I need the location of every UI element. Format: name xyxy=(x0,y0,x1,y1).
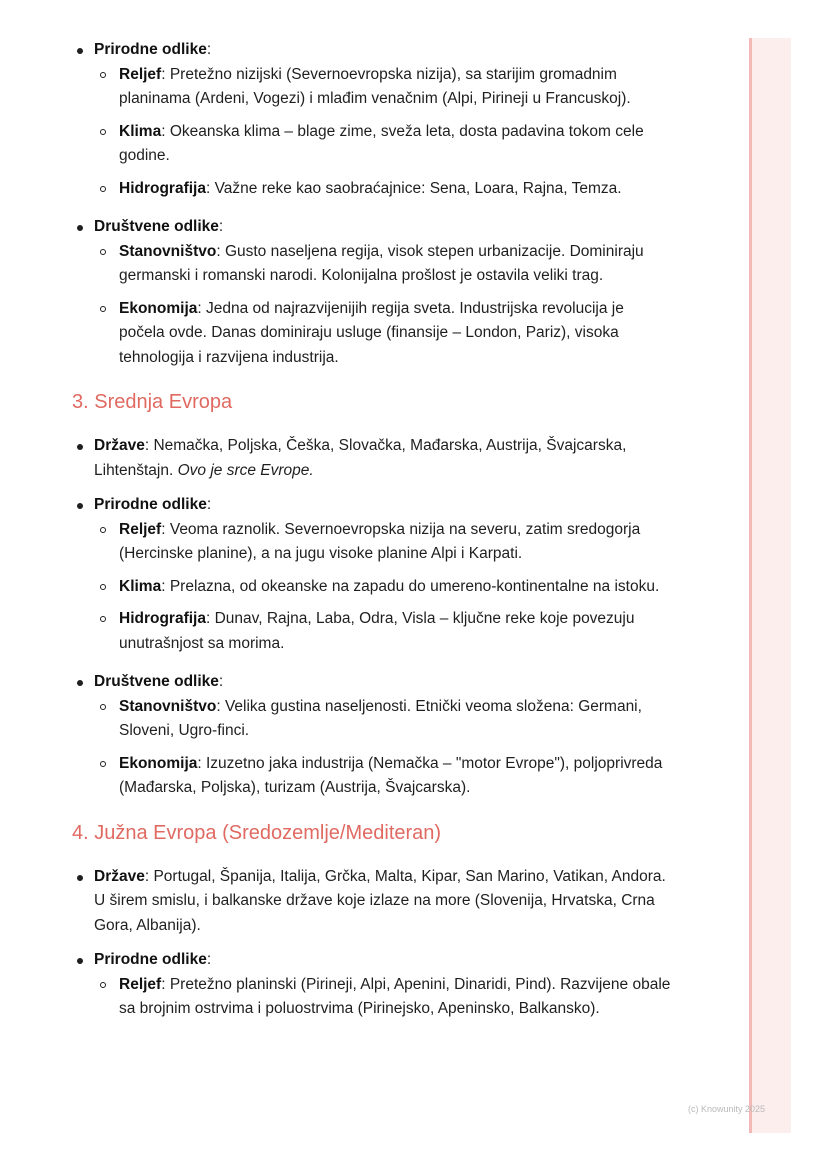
relief-item: Reljef: Pretežno nizijski (Severnoevropska nizija), sa starijim gromadnim planinama (Ardeni, Vogezi) i mlađim venačnim (Alpi, Pirineji u Francuskoj). xyxy=(94,63,672,112)
climate-item: Klima: Okeanska klima – blage zime, sveža leta, dosta padavina tokom cele godine. xyxy=(94,120,672,169)
relief-item: Reljef: Pretežno planinski (Pirineji, Alpi, Apenini, Dinaridi, Pind). Razvijene obale sa brojnim ostrvima i poluostrvima (Pirinejsko, Apeninsko, Balkansko). xyxy=(94,973,672,1022)
section-heading-south: 4. Južna Evropa (Sredozemlje/Mediteran) xyxy=(72,821,442,844)
natural-features-item: Prirodne odlike: Reljef: Pretežno planinski (Pirineji, Alpi, Apenini, Dinaridi, Pind). Razvijene obale sa brojnim ostrvima i poluostrvima (Pirinejsko, Apeninsko, Balkansko). xyxy=(72,948,672,1022)
states-item: Države: Nemačka, Poljska, Češka, Slovačka, Mađarska, Austrija, Švajcarska, Lihtenštajn. Ovo je srce Evrope. xyxy=(72,434,672,483)
watermark: (c) Knowunity 2025 xyxy=(688,1104,766,1114)
economy-item: Ekonomija: Jedna od najrazvijenijih regija sveta. Industrijska revolucija je počela ovde. Danas dominiraju usluge (finansije – London, Pariz), visoka tehnologija i razvijena industrija. xyxy=(94,297,672,371)
social-features-item: Društvene odlike: Stanovništvo: Gusto naseljena regija, visok stepen urbanizacije. Dominiraju germanski i romanski narodi. Kolonijalna prošlost je ostavila veliki trag. Ekonomija: Jedna od najrazvijenijih regija sveta. Industrijska revolucija je počela ovde. Danas dominiraju usluge (finansije – London, Pariz), visoka tehnologija i razvijena industrija. xyxy=(72,215,672,370)
central-social-list xyxy=(72,670,672,801)
economy-item: Ekonomija: Izuzetno jaka industrija (Nemačka – "motor Evrope"), poljoprivreda (Mađarska, Poljska), turizam (Austrija, Švajcarska). xyxy=(94,752,672,801)
hydrography-item: Hidrografija: Dunav, Rajna, Laba, Odra, Visla – ključne reke koje povezuju unutrašnjost sa morima. xyxy=(94,607,672,656)
population-item: Stanovništvo: Velika gustina naseljenosti. Etnički veoma složena: Germani, Sloveni, Ugro-finci. xyxy=(94,695,672,744)
page-margin-panel xyxy=(749,38,791,1133)
section-heading-central: 3. Srednja Evropa xyxy=(72,391,233,413)
natural-features-label: Prirodne odlike xyxy=(94,41,207,58)
west-list xyxy=(72,38,672,201)
climate-item: Klima: Prelazna, od okeanske na zapadu do umereno-kontinentalne na istoku. xyxy=(94,575,672,600)
document-body xyxy=(72,38,672,1030)
relief-item: Reljef: Veoma raznolik. Severnoevropska nizija na severu, zatim sredogorja (Hercinske planine), a na jugu visoke planine Alpi i Karpati. xyxy=(94,518,672,567)
population-item: Stanovništvo: Gusto naseljena regija, visok stepen urbanizacije. Dominiraju germanski i romanski narodi. Kolonijalna prošlost je ostavila veliki trag. xyxy=(94,240,672,289)
natural-features-item: Prirodne odlike: Reljef: Veoma raznolik. Severnoevropska nizija na severu, zatim sredogorja (Hercinske planine), a na jugu visoke planine Alpi i Karpati. Klima: Prelazna, od okeanske na zapadu do umereno-kontinentalne na istoku. Hidrografija: Dunav, Rajna, Laba, Odra, Visla – ključne reke koje povezuju unutrašnjost sa morima. xyxy=(72,493,672,656)
hydrography-item: Hidrografija: Važne reke kao saobraćajnice: Sena, Loara, Rajna, Temza. xyxy=(94,177,672,202)
states-item: Države: Portugal, Španija, Italija, Grčka, Malta, Kipar, San Marino, Vatikan, Andora. U širem smislu, i balkanske države koje izlaze na more (Slovenija, Hrvatska, Crna Gora, Albanija). xyxy=(72,865,672,939)
social-features-item: Društvene odlike: Stanovništvo: Velika gustina naseljenosti. Etnički veoma složena: Germani, Sloveni, Ugro-finci. Ekonomija: Izuzetno jaka industrija (Nemačka – "motor Evrope"), poljoprivreda (Mađarska, Poljska), turizam (Austrija, Švajcarska). xyxy=(72,670,672,801)
social-features-label: Društvene odlike xyxy=(94,218,219,235)
west-social-list xyxy=(72,215,672,370)
south-list xyxy=(72,865,672,1022)
page-margin-line xyxy=(749,38,752,1133)
central-list xyxy=(72,434,672,656)
natural-features-item: Prirodne odlike: Reljef: Pretežno nizijski (Severnoevropska nizija), sa starijim gromadnim planinama (Ardeni, Vogezi) i mlađim venačnim (Alpi, Pirineji u Francuskoj). Klima: Okeanska klima – blage zime, sveža leta, dosta padavina tokom cele godine. Hidrografija: Važne reke kao saobraćajnice: Sena, Loara, Rajna, Temza. xyxy=(72,38,672,201)
